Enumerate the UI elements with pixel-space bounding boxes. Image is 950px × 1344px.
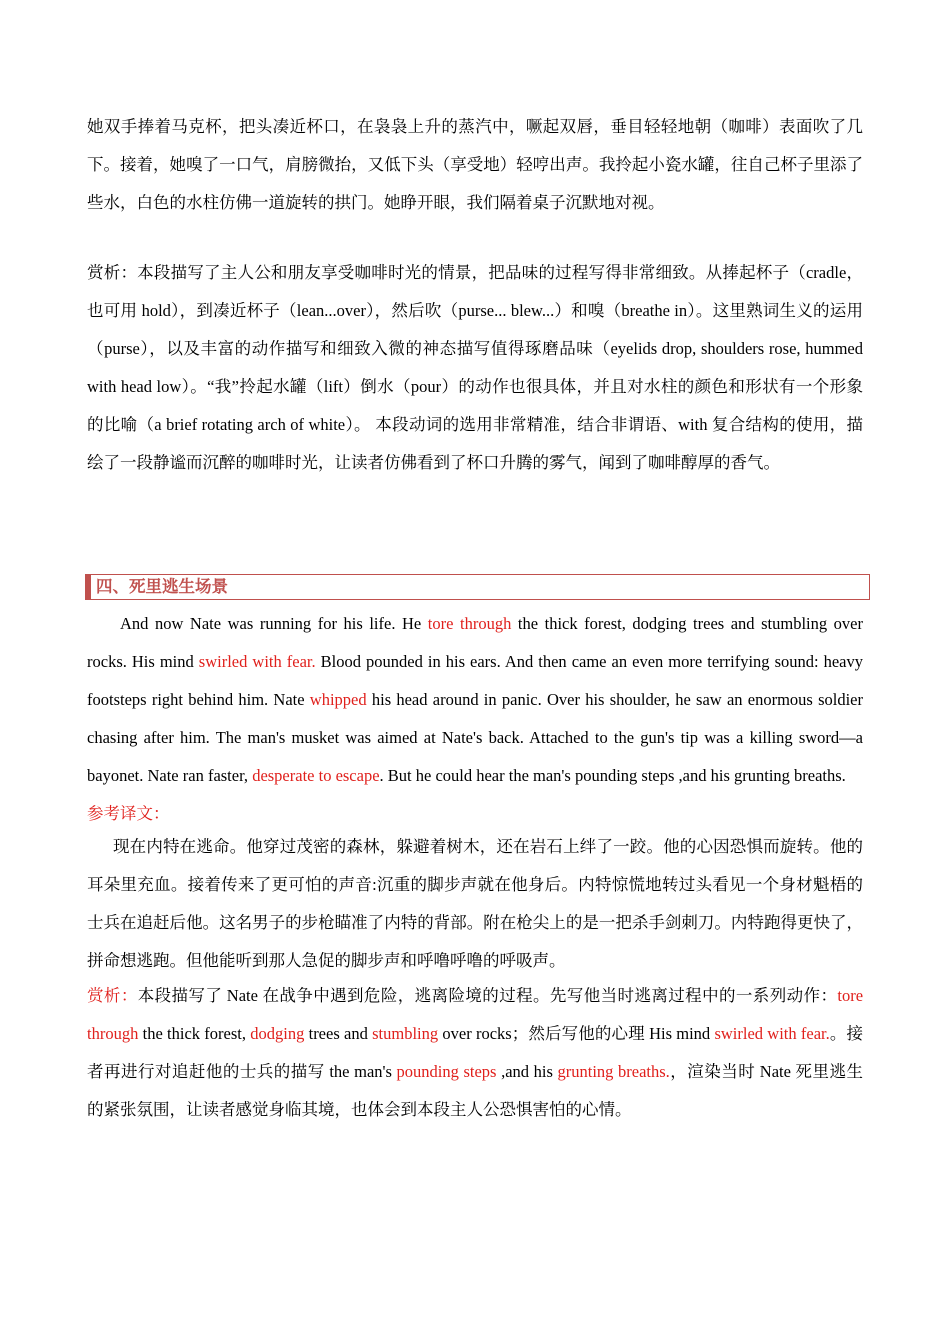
text-run: 本段描写了 Nate 在战争中遇到危险，逃离险境的过程。先写他当时逃离过程中的一系列动作： — [137, 986, 838, 1005]
highlight-phrase: dodging — [250, 1024, 305, 1043]
highlight-phrase: whipped — [309, 690, 367, 709]
coffee-text: 她双手捧着马克杯，把头凑近杯口，在袅袅上升的蒸汽中，噘起双唇，垂目轻轻地朝（咖啡）表面吹了几下。接着，她嗅了一口气，肩膀微抬，又低下头（享受地）轻哼出声。我拎起小瓷水罐，往自己杯子里添了些水，白色的水柱仿佛一道旋转的拱门。她睁开眼，我们隔着桌子沉默地对视。 — [87, 117, 863, 212]
text-run: Blood pounded in his ears. And then came an even more terrifying sound: heavy footsteps right behind him. Nate — [87, 652, 863, 709]
coffee-analysis — [87, 254, 863, 482]
coffee-analysis-text: 赏析：本段描写了主人公和朋友享受咖啡时光的情景，把品味的过程写得非常细致。从捧起杯子（cradle，也可用 hold），到凑近杯子（lean...over），然后吹（purse... blew...）和嗅（breathe in）。这里熟词生义的运用（purse），以及丰富的动作描写和细致入微的神态描写值得琢磨品味（eyelids drop, shoulders rose, hummed with head low）。“我”拎起水罐（lift）倒水（pour）的动作也很具体，并且对水柱的颜色和形状有一个形象的比喻（a brief rotating arch of white）。 本段动词的选用非常精准，结合非谓语、with 复合结构的使用，描绘了一段静谧而沉醉的咖啡时光，让读者仿佛看到了杯口升腾的雾气，闻到了咖啡醇厚的香气。 — [87, 263, 863, 472]
highlight-phrase: swirled with fear. — [714, 1024, 830, 1043]
analysis-text — [87, 977, 863, 1129]
text-run: . But he could hear the man's pounding steps ,and his grunting breaths. — [379, 766, 846, 785]
highlight-phrase: tore through — [427, 614, 512, 633]
highlight-phrase: swirled with fear. — [198, 652, 316, 671]
text-run: 。接者再进行对追赶他的士兵的描写 the man's — [87, 1024, 864, 1081]
text-run: his head around in panic. Over his shoulder, he saw an enormous soldier chasing after him. The man's musket was aimed at Nate's back. Attached to the gun's tip was a killing sword—a bayonet. Nate ran faster, — [87, 690, 863, 785]
text-run: trees and — [304, 1024, 373, 1043]
analysis-paragraph — [87, 977, 863, 1129]
coffee-paragraph — [87, 108, 863, 222]
highlight-phrase: tore through — [87, 986, 864, 1043]
highlight-phrase: desperate to escape — [252, 766, 380, 785]
text-run: And now Nate was running for his life. He — [120, 614, 428, 633]
highlight-phrase: grunting breaths. — [557, 1062, 670, 1081]
highlight-phrase: pounding steps — [396, 1062, 497, 1081]
translation-paragraph — [87, 828, 863, 980]
highlight-phrase: stumbling — [372, 1024, 439, 1043]
english-passage — [87, 605, 863, 795]
text-run: ,and his — [496, 1062, 558, 1081]
section-heading-text: 四、死里逃生场景 — [96, 577, 228, 596]
text-run: the thick forest, — [138, 1024, 251, 1043]
english-passage-text — [87, 605, 863, 795]
analysis-label: 赏析： — [87, 986, 138, 1005]
reference-translation-label: 参考译文： — [87, 804, 170, 823]
text-run: ，渲染当时 Nate 死里逃生的紧张氛围，让读者感觉身临其境，也体会到本段主人公恐惧害怕的心情。 — [87, 1062, 863, 1119]
section-heading — [85, 574, 870, 600]
text-run: the thick forest, dodging trees and stumbling over rocks. His mind — [87, 614, 863, 671]
translation-text: 现在内特在逃命。他穿过茂密的森林，躲避着树木，还在岩石上绊了一跤。他的心因恐惧而旋转。他的耳朵里充血。接着传来了更可怕的声音:沉重的脚步声就在他身后。内特惊慌地转过头看见一个身材魁梧的士兵在追赶后他。这名男子的步枪瞄准了内特的背部。附在枪尖上的是一把杀手剑刺刀。内特跑得更快了，拼命想逃跑。但他能听到那人急促的脚步声和呼噜呼噜的呼吸声。 — [87, 837, 863, 970]
text-run: over rocks；然后写他的心理 His mind — [438, 1024, 715, 1043]
